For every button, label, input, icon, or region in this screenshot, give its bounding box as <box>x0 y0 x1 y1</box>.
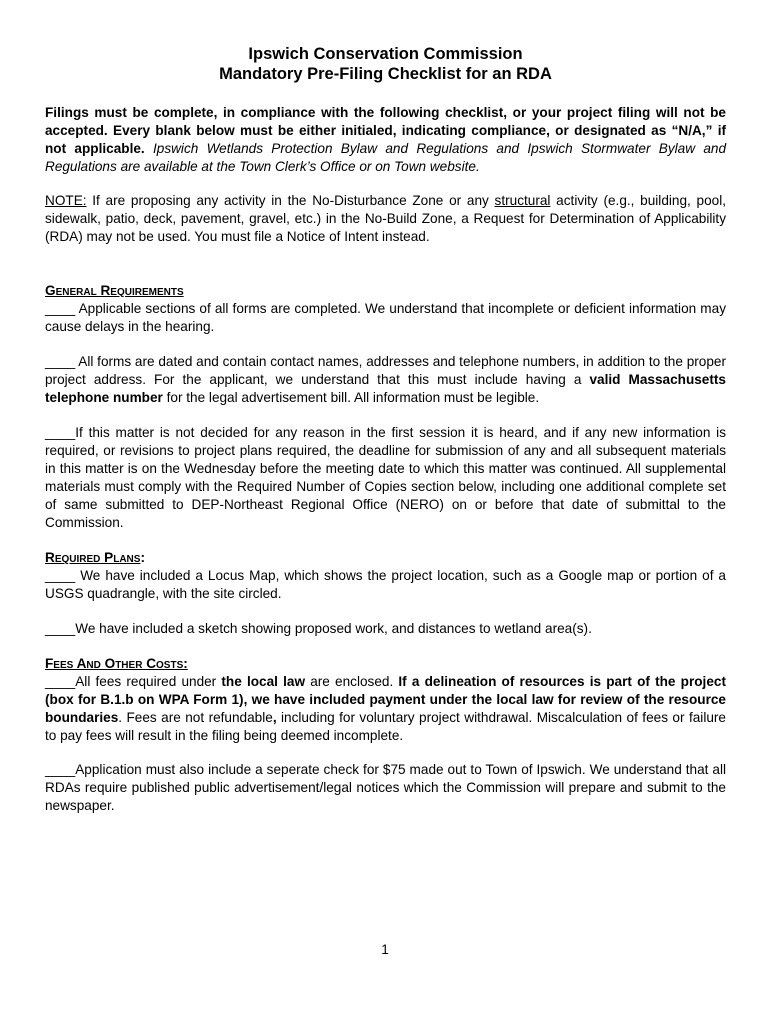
fees-item-2: ____Application must also include a seperate check for $75 made out to Town of Ipswich. We understand that all RDAs require published public advertisement/legal notices which the Commission will prepare and submit to the newspaper. <box>45 762 726 813</box>
general-item-2-text-a: ____ All forms are dated and contain contact names, addresses and telephone numbers, in addition to the proper project address. For the applicant, we understand that this must include having a <box>45 354 726 387</box>
fees-item-1-text-e: including for voluntary project withdrawal. Miscalculation of fees or failure to pay fees will result in the filing being deemed incomplete. <box>45 710 726 743</box>
note-text-2: activity (e.g., building, pool, sidewalk, patio, deck, pavement, gravel, etc.) in the No-Build Zone, a Request for Determination of Applicability (RDA) may not be used. You must file a Notice of Intent instead. <box>45 193 726 244</box>
document-title <box>45 44 726 84</box>
note-paragraph <box>45 192 726 246</box>
title-line-2: Mandatory Pre-Filing Checklist for an RDA <box>219 65 552 83</box>
section-fees-and-other-costs <box>45 655 726 815</box>
general-item-2-text-b: for the legal advertisement bill. All information must be legible. <box>162 390 540 405</box>
fees-item-1-bold-1: the local law <box>221 674 306 689</box>
required-plans-heading <box>45 549 726 567</box>
fees-item-1-text-d: . Fees are not refundable <box>118 710 273 725</box>
note-underlined-word: structural <box>494 193 551 208</box>
note-label: NOTE: <box>45 193 87 208</box>
general-item-2-bold: valid Massachusetts telephone number <box>45 372 726 405</box>
general-item-2 <box>45 353 726 407</box>
required-plans-heading-text: Required Plans <box>45 550 141 565</box>
fees-item-1 <box>45 673 726 745</box>
general-item-3: ____If this matter is not decided for any reason in the first session it is heard, and if any new information is required, or revisions to project plans required, the deadline for submission of any and all subsequent materials in this matter is on the Wednesday before the meeting date to which this matter was continued. All supplemental materials must comply with the Required Number of Copies section below, including one additional complete set of same submitted to DEP-Northeast Regional Office (NERO) on or before that date of submittal to the Commission. <box>45 425 726 530</box>
fees-item-1-text-a: ____All fees required under <box>45 674 222 689</box>
plans-item-1: ____ We have included a Locus Map, which shows the project location, such as a Google map or portion of a USGS quadrangle, with the site circled. <box>45 568 726 601</box>
fees-item-1-bold-2: If a delineation of resources is part of the project (box for B.1.b on WPA Form 1), we have included payment under the local law for review of the resource boundaries <box>45 674 726 725</box>
fees-item-1-bold-3: , <box>272 710 277 725</box>
note-text-1: If are proposing any activity in the No-Disturbance Zone or any <box>86 193 495 208</box>
title-line-1: Ipswich Conservation Commission <box>248 45 523 63</box>
general-requirements-heading: General Requirements <box>45 283 184 298</box>
intro-bold-text: Filings must be complete, in compliance with the following checklist, or your project filing will not be accepted. Every blank below must be either initialed, indicating compliance, or designated as “N/A,” if not applicable. <box>45 105 726 156</box>
intro-italic-text: Ipswich Wetlands Protection Bylaw and Regulations and Ipswich Stormwater Bylaw and Regulations are available at the Town Clerk’s Office or on Town website. <box>45 141 727 174</box>
section-required-plans <box>45 549 726 638</box>
fees-heading: Fees And Other Costs: <box>45 656 188 671</box>
plans-item-2: ____We have included a sketch showing proposed work, and distances to wetland area(s). <box>45 621 592 636</box>
intro-paragraph <box>45 104 726 176</box>
fees-item-1-text-c: are enclosed. <box>305 674 399 689</box>
page-number: 1 <box>381 942 389 957</box>
required-plans-heading-colon: : <box>140 550 145 565</box>
general-item-1: ____ Applicable sections of all forms are completed. We understand that incomplete or deficient information may cause delays in the hearing. <box>45 301 726 334</box>
section-general-requirements <box>45 282 726 532</box>
